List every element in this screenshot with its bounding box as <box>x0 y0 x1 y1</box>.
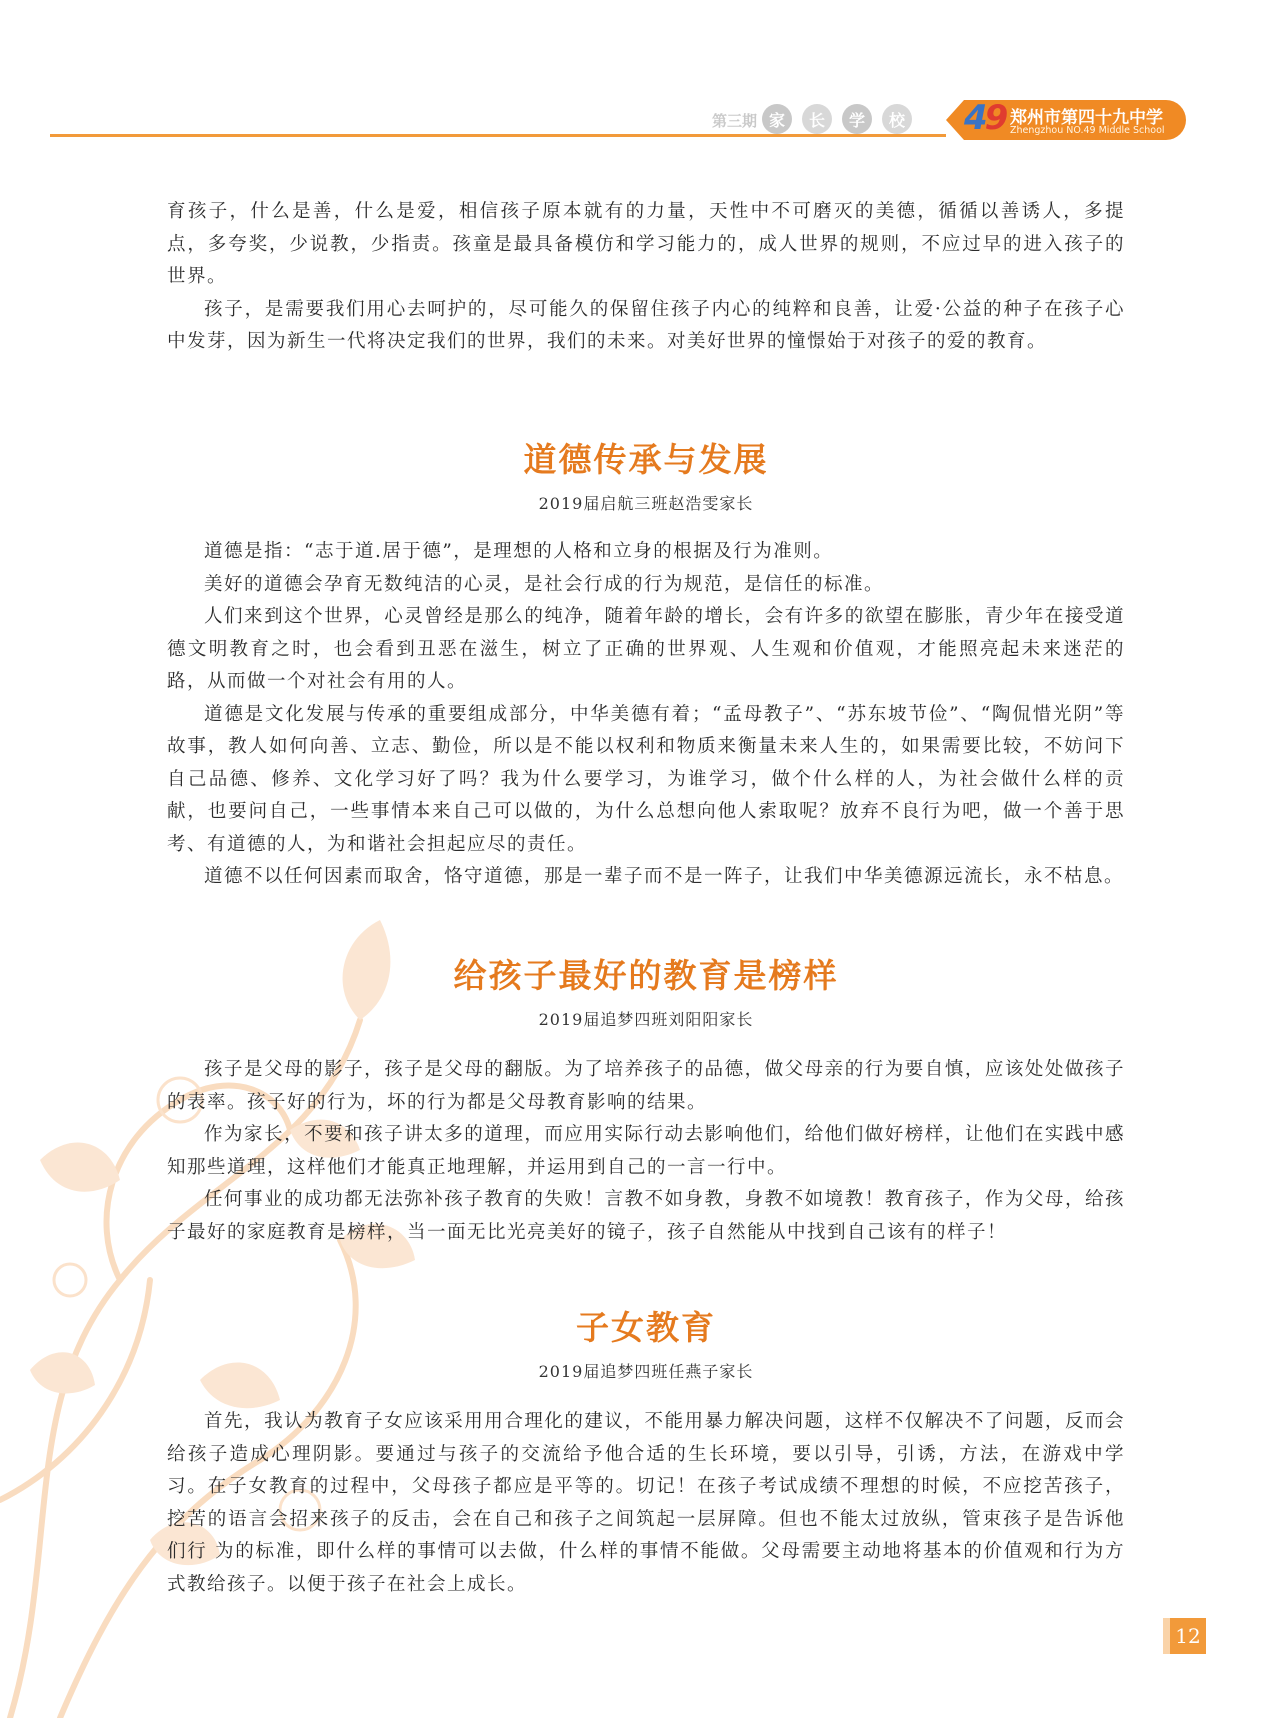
page-number-tab <box>1163 1618 1170 1654</box>
article <box>167 950 1125 1030</box>
paragraph: 孩子，是需要我们用心去呵护的，尽可能久的保留住孩子内心的纯粹和良善，让爱·公益的种子在孩子心中发芽，因为新生一代将决定我们的世界，我们的未来。对美好世界的憧憬始于对孩子的爱的教育。 <box>167 298 1125 352</box>
article-byline: 2019届启航三班赵浩雯家长 <box>538 494 754 513</box>
article <box>167 1302 1125 1382</box>
article-title: 子女教育 <box>576 1308 716 1347</box>
article-body <box>167 1054 1125 1249</box>
article-body <box>167 1406 1125 1601</box>
paragraph: 作为家长，不要和孩子讲太多的道理，而应用实际行动去影响他们，给他们做好榜样，让他们在实践中感知那些道理，这样他们才能真正地理解，并运用到自己的一言一行中。 <box>167 1124 1125 1178</box>
badge-char: 校 <box>882 104 912 134</box>
school-name-cn: 郑州市第四十九中学 <box>1010 108 1163 128</box>
paragraph: 孩子是父母的影子，孩子是父母的翻版。为了培养孩子的品德，做父母亲的行为要自慎，应该处处做孩子的表率。孩子好的行为，坏的行为都是父母教育影响的结果。 <box>167 1059 1125 1113</box>
school-name-en: Zhengzhou NO.49 Middle School <box>1010 125 1165 136</box>
paragraph: 道德是指：“志于道.居于德”，是理想的人格和立身的根据及行为准则。 <box>204 541 834 562</box>
badge-circles <box>762 104 912 134</box>
paragraph: 育孩子，什么是善，什么是爱，相信孩子原本就有的力量，天性中不可磨灭的美德，循循以善诱人，多提点，多夸奖，少说教，少指责。孩童是最具备模仿和学习能力的，成人世界的规则，不应过早的进入孩子的世界。 <box>167 201 1125 287</box>
paragraph: 道德是文化发展与传承的重要组成部分，中华美德有着；“孟母教子”、“苏东坡节俭”、“陶侃惜光阴”等故事，教人如何向善、立志、勤俭，所以是不能以权利和物质来衡量未来人生的，如果需要比较，不妨问下自己品德、修养、文化学习好了吗？我为什么要学习，为谁学习，做个什么样的人，为社会做什么样的贡献，也要问自己，一些事情本来自己可以做的，为什么总想向他人索取呢？放弃不良行为吧，做一个善于思考、有道德的人，为和谐社会担起应尽的责任。 <box>167 703 1125 855</box>
paragraph: 人们来到这个世界，心灵曾经是那么的纯净，随着年龄的增长，会有许多的欲望在膨胀，青少年在接受道德文明教育之时，也会看到丑恶在滋生，树立了正确的世界观、人生观和价值观，才能照亮起未来迷茫的路，从而做一个对社会有用的人。 <box>167 606 1125 692</box>
issue-label: 第三期 <box>712 112 758 130</box>
paragraph: 道德不以任何因素而取舍，恪守道德，那是一辈子而不是一阵子，让我们中华美德源远流长，永不枯息。 <box>204 866 1125 887</box>
intro-section <box>167 196 1125 359</box>
article-byline: 2019届追梦四班任燕子家长 <box>538 1362 754 1381</box>
badge-char: 长 <box>802 104 832 134</box>
article-title: 给孩子最好的教育是榜样 <box>453 956 839 995</box>
page-number: 12 <box>1170 1618 1206 1654</box>
school-logo: 49 <box>964 98 1006 138</box>
article <box>167 434 1125 514</box>
badge-char: 家 <box>762 104 792 134</box>
paragraph: 美好的道德会孕育无数纯洁的心灵，是社会行成的行为规范，是信任的标准。 <box>204 573 885 595</box>
paragraph: 任何事业的成功都无法弥补孩子教育的失败！言教不如身教，身教不如境教！教育孩子，作为父母，给孩子最好的家庭教育是榜样，当一面无比光亮美好的镜子，孩子自然能从中找到自己该有的样子！ <box>167 1189 1125 1243</box>
article-byline: 2019届追梦四班刘阳阳家长 <box>538 1010 754 1029</box>
article-body <box>167 536 1125 894</box>
article-title: 道德传承与发展 <box>523 440 769 479</box>
paragraph: 首先，我认为教育子女应该采用用合理化的建议，不能用暴力解决问题，这样不仅解决不了问题，反而会给孩子造成心理阴影。要通过与孩子的交流给予他合适的生长环境，要以引导，引诱，方法，在游戏中学习。在子女教育的过程中，父母孩子都应是平等的。切记！在孩子考试成绩不理想的时候，不应挖苦孩子，挖苦的语言会招来孩子的反击，会在自己和孩子之间筑起一层屏障。但也不能太过放纵，管束孩子是告诉他们行 为的标准，即什么样的事情可以去做，什么样的事情不能做。父母需要主动地将基本的价值观和行为方式教给孩子。以便于孩子在社会上成长。 <box>167 1411 1125 1595</box>
badge-notch <box>946 100 964 140</box>
badge-char: 学 <box>842 104 872 134</box>
